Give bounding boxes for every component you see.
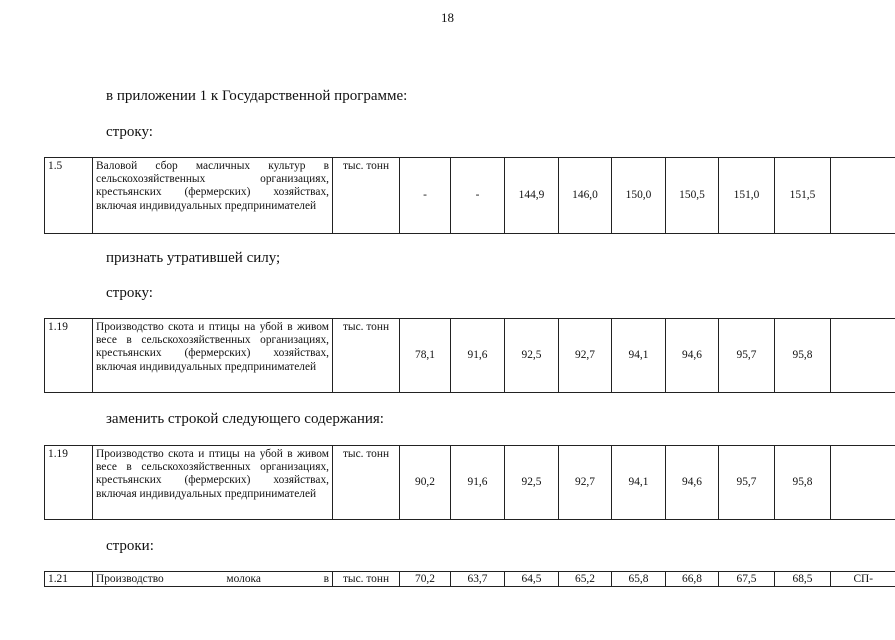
value-cell: 92,5 — [505, 446, 559, 520]
value-cell: 94,6 — [666, 446, 719, 520]
value-cell: 95,7 — [719, 446, 775, 520]
value-cell: 91,6 — [451, 319, 505, 393]
row-label-paragraph: строку: — [106, 124, 153, 140]
row-number: 1.19 — [45, 319, 93, 393]
intro-paragraph: в приложении 1 к Государственной программе: — [106, 88, 408, 104]
table-row-1-19-old — [44, 318, 895, 393]
value-cell: 92,5 — [505, 319, 559, 393]
value-cell: 151,5 — [775, 158, 831, 234]
value-cell-last: СП- — [831, 572, 895, 587]
unit-cell: тыс. тонн — [333, 446, 400, 520]
indicator-name: Производство молока в — [93, 572, 333, 587]
value-cell: 65,8 — [612, 572, 666, 587]
row-number: 1.5 — [45, 158, 93, 234]
value-cell: 68,5 — [775, 572, 831, 587]
value-cell: 150,0 — [612, 158, 666, 234]
repeal-paragraph: признать утратившей силу; — [106, 250, 281, 266]
value-cell: 65,2 — [559, 572, 612, 587]
value-cell: - — [400, 158, 451, 234]
replace-paragraph: заменить строкой следующего содержания: — [106, 411, 384, 427]
indicator-name: Производство скота и птицы на убой в живом весе в сельскохозяйственных организациях, крестьянских (фермерских) хозяйствах, включая индивидуальных предпринимателей — [93, 446, 333, 520]
unit-cell: тыс. тонн — [333, 319, 400, 393]
indicator-name: Производство скота и птицы на убой в живом весе в сельскохозяйственных организациях, крестьянских (фермерских) хозяйствах, включая индивидуальных предпринимателей — [93, 319, 333, 393]
value-cell: 78,1 — [400, 319, 451, 393]
unit-cell: тыс. тонн — [333, 158, 400, 234]
lines-paragraph: строки: — [106, 538, 154, 554]
value-cell: - — [451, 158, 505, 234]
value-cell: 92,7 — [559, 446, 612, 520]
value-cell: 66,8 — [666, 572, 719, 587]
value-cell: 64,5 — [505, 572, 559, 587]
value-cell: 95,8 — [775, 446, 831, 520]
value-cell: 95,7 — [719, 319, 775, 393]
value-cell: 63,7 — [451, 572, 505, 587]
row-label-paragraph: строку: — [106, 285, 153, 301]
value-cell: 94,1 — [612, 319, 666, 393]
indicator-name: Валовой сбор масличных культур в сельскохозяйственных организациях, крестьянских (фермерских) хозяйствах, включая индивидуальных предпринимателей — [93, 158, 333, 234]
value-cell: 95,8 — [775, 319, 831, 393]
value-cell: 94,6 — [666, 319, 719, 393]
value-cell: 92,7 — [559, 319, 612, 393]
value-cell-last — [831, 446, 895, 520]
table-row-1-21 — [44, 571, 895, 587]
value-cell: 146,0 — [559, 158, 612, 234]
value-cell-last — [831, 158, 895, 234]
value-cell: 151,0 — [719, 158, 775, 234]
table-row-1-19-new — [44, 445, 895, 520]
value-cell: 91,6 — [451, 446, 505, 520]
value-cell: 67,5 — [719, 572, 775, 587]
value-cell: 144,9 — [505, 158, 559, 234]
table-row-1-5 — [44, 157, 895, 234]
value-cell: 150,5 — [666, 158, 719, 234]
value-cell: 70,2 — [400, 572, 451, 587]
value-cell-last — [831, 319, 895, 393]
unit-cell: тыс. тонн — [333, 572, 400, 587]
value-cell: 94,1 — [612, 446, 666, 520]
row-number: 1.19 — [45, 446, 93, 520]
page-number: 18 — [441, 10, 454, 25]
row-number: 1.21 — [45, 572, 93, 587]
value-cell: 90,2 — [400, 446, 451, 520]
